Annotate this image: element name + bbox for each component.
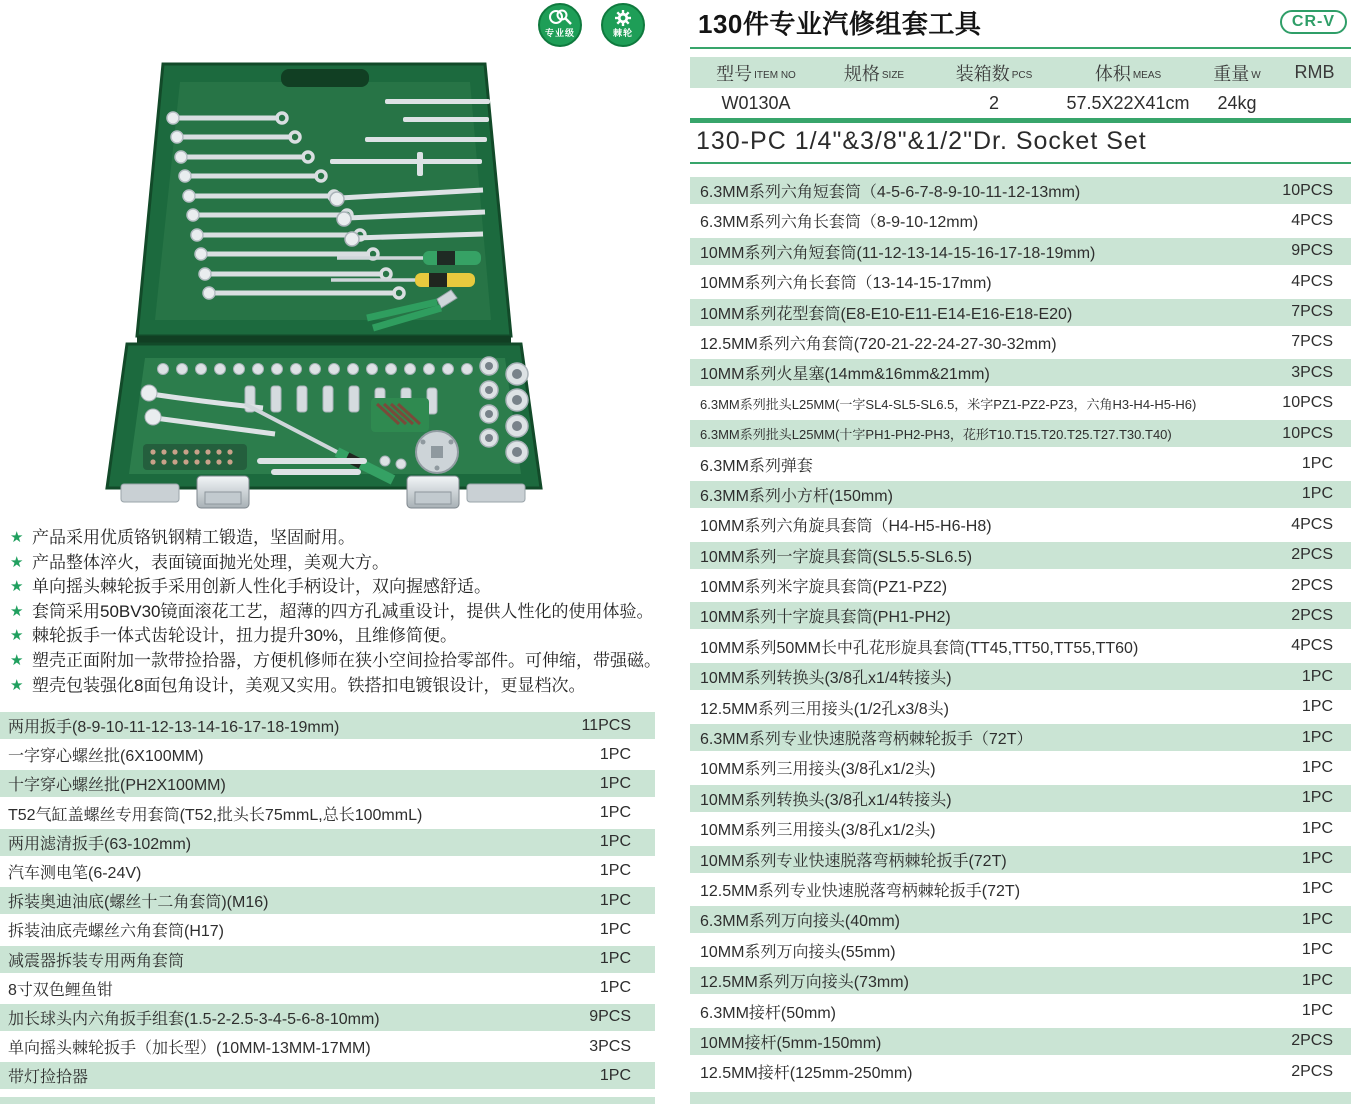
component-qty: 1PC	[599, 833, 631, 851]
component-qty: 4PCS	[1291, 515, 1333, 533]
table-row	[690, 329, 1351, 356]
table-row	[690, 511, 1351, 538]
feature-text: 产品整体淬火，表面镜面抛光处理，美观大方。	[32, 552, 389, 572]
feature-item	[8, 575, 663, 600]
component-name: 带灯捡拾器	[8, 1069, 89, 1087]
professional-grade-badge	[538, 3, 582, 47]
component-name: 12.5MM系列万向接头(73mm)	[700, 974, 909, 992]
spec-rmb	[1280, 88, 1351, 118]
ring-wrench-icon	[547, 8, 573, 28]
component-qty: 1PC	[599, 774, 631, 792]
table-row	[690, 815, 1351, 842]
component-name: T52气缸盖螺丝专用套筒(T52,批头长75mmL,总长100mmL)	[8, 806, 423, 824]
ratchet-badge	[601, 3, 645, 47]
table-row	[690, 481, 1351, 508]
component-name: 8寸双色鲤鱼钳	[8, 981, 113, 999]
star-icon	[10, 674, 32, 699]
table-row	[690, 967, 1351, 994]
component-qty: 4PCS	[1291, 272, 1333, 290]
right-components-table	[690, 177, 1351, 1089]
star-icon	[10, 551, 32, 576]
table-row	[0, 946, 655, 973]
feature-text: 套筒采用50BV30镜面滚花工艺，超薄的四方孔减重设计，提供人性化的使用体验。	[32, 601, 654, 621]
component-qty: 1PC	[1301, 941, 1333, 959]
component-name: 10MM系列六角短套筒(11-12-13-14-15-16-17-18-19mm)	[700, 244, 1096, 262]
component-qty: 1PC	[1301, 880, 1333, 898]
component-name: 两用滤清扳手(63-102mm)	[8, 835, 192, 853]
table-row	[690, 876, 1351, 903]
component-name: 加长球头内六角扳手组套(1.5-2-2.5-3-4-5-6-8-10mm)	[8, 1010, 380, 1028]
component-name: 两用扳手(8-9-10-11-12-13-14-16-17-18-19mm)	[8, 719, 340, 736]
spec-size	[822, 88, 926, 118]
spec-column-header	[822, 57, 926, 88]
feature-item	[8, 624, 663, 649]
table-row	[0, 858, 655, 885]
component-qty: 10PCS	[1282, 181, 1333, 199]
component-name: 10MM系列六角长套筒（13-14-15-17mm)	[700, 275, 992, 293]
component-qty: 1PC	[1301, 698, 1333, 716]
component-name: 6.3MM系列专业快速脱落弯柄棘轮扳手（72T）	[700, 731, 1033, 749]
star-icon	[10, 649, 32, 674]
table-row	[690, 238, 1351, 265]
table-row	[690, 299, 1351, 326]
spec-column-en: PCS	[1011, 70, 1033, 81]
component-qty: 1PC	[1301, 910, 1333, 928]
component-qty: 9PCS	[1291, 242, 1333, 260]
star-icon	[10, 526, 32, 551]
table-row	[690, 390, 1351, 417]
spec-pcs: 2	[988, 92, 999, 113]
component-name: 6.3MM系列小方杆(150mm)	[700, 487, 893, 505]
spec-column-header	[926, 57, 1062, 88]
component-name: 6.3MM系列弹套	[700, 457, 813, 475]
right-column	[690, 0, 1351, 1104]
feature-text: 塑壳正面附加一款带捡拾器，方便机修师在狭小空间捡拾零部件。可伸缩，带强磁。	[32, 650, 661, 670]
component-qty: 2PCS	[1291, 606, 1333, 624]
table-row	[690, 359, 1351, 386]
spec-column-cn: 规格	[843, 63, 880, 84]
component-name: 12.5MM系列六角套筒(720-21-22-24-27-30-32mm)	[700, 335, 1057, 353]
spec-column-cn: 体积	[1094, 63, 1131, 84]
page-title: 130件专业汽修组套工具	[698, 9, 982, 39]
component-name: 6.3MM系列批头L25MM(一字SL4-SL5-SL6.5，米字PZ1-PZ2-PZ3，六角H3-H4-H5-H6)	[700, 396, 1197, 412]
feature-item	[8, 649, 663, 674]
spec-table-values	[690, 88, 1351, 118]
table-row	[690, 906, 1351, 933]
spec-column-en: ITEM NO	[754, 70, 796, 81]
component-qty: 1PC	[1301, 819, 1333, 837]
gear-icon	[612, 8, 634, 28]
table-row	[690, 998, 1351, 1025]
component-name: 10MM系列十字旋具套筒(PH1-PH2)	[700, 609, 951, 627]
table-row	[690, 846, 1351, 873]
feature-text: 产品采用优质铬钒钢精工锻造，坚固耐用。	[32, 528, 355, 547]
component-name: 10MM系列米字旋具套筒(PZ1-PZ2)	[700, 579, 948, 597]
left-components-table	[0, 712, 655, 1091]
component-name: 10MM系列火星塞(14mm&16mm&21mm)	[700, 366, 990, 384]
component-qty: 3PCS	[1291, 363, 1333, 381]
table-row	[0, 916, 655, 943]
component-qty: 1PC	[1301, 758, 1333, 776]
spec-weight: 24kg	[1217, 92, 1257, 113]
spec-column-header	[1194, 57, 1280, 88]
feature-text: 塑壳包装强化8面包角设计，美观又实用。铁搭扣电镀银设计，更显档次。	[32, 675, 586, 695]
component-name: 10MM系列转换头(3/8孔x1/4转接头)	[700, 670, 952, 688]
component-name: 10MM系列花型套筒(E8-E10-E11-E14-E16-E18-E20)	[700, 305, 1073, 323]
spec-column-header	[1062, 57, 1194, 88]
spec-item-no: W0130A	[721, 92, 791, 113]
spec-meas: 57.5X22X41cm	[1066, 92, 1190, 113]
table-row	[690, 785, 1351, 812]
table-row	[0, 800, 655, 827]
component-qty: 4PCS	[1291, 211, 1333, 229]
component-name: 10MM系列转换头(3/8孔x1/4转接头)	[700, 791, 952, 809]
component-qty: 1PC	[599, 1066, 631, 1084]
spec-column-cn: 重量	[1213, 63, 1250, 84]
table-row	[0, 975, 655, 1002]
component-name: 一字穿心螺丝批(6X100MM)	[8, 748, 204, 766]
star-icon	[10, 575, 32, 600]
spec-column-en: SIZE	[881, 70, 905, 81]
component-qty: 11PCS	[581, 716, 631, 734]
table-row	[690, 633, 1351, 660]
spec-table-header	[690, 57, 1351, 88]
component-qty: 1PC	[1301, 850, 1333, 868]
table-row	[0, 1033, 655, 1060]
component-qty: 2PCS	[1291, 576, 1333, 594]
component-name: 10MM系列万向接头(55mm)	[700, 943, 896, 961]
component-qty: 1PC	[1301, 1002, 1333, 1020]
component-qty: 2PCS	[1291, 546, 1333, 564]
table-row	[690, 1028, 1351, 1055]
spec-column-header	[690, 57, 822, 88]
table-row	[0, 1004, 655, 1031]
component-qty: 1PC	[1301, 789, 1333, 807]
component-qty: 7PCS	[1291, 333, 1333, 351]
component-qty: 1PC	[599, 745, 631, 763]
component-name: 12.5MM系列三用接头(1/2孔x3/8头)	[700, 700, 949, 718]
table-row	[0, 712, 655, 739]
component-name: 十字穿心螺丝批(PH2X100MM)	[8, 777, 226, 795]
table-row	[690, 754, 1351, 781]
component-name: 单向摇头棘轮扳手（加长型）(10MM-13MM-17MM)	[8, 1040, 371, 1058]
component-name: 减震器拆装专用两角套筒	[8, 952, 185, 970]
component-qty: 1PC	[599, 862, 631, 880]
component-name: 12.5MM接杆(125mm-250mm)	[700, 1065, 913, 1083]
spec-column-en: MEAS	[1132, 70, 1162, 81]
tool-case-illustration	[85, 6, 563, 511]
table-row	[690, 663, 1351, 690]
feature-item	[8, 526, 663, 551]
component-qty: 4PCS	[1291, 637, 1333, 655]
feature-item	[8, 674, 663, 699]
component-qty: 1PC	[599, 979, 631, 997]
table-row	[0, 1062, 655, 1089]
star-icon	[10, 600, 32, 625]
component-qty: 9PCS	[589, 1008, 631, 1026]
component-qty: 2PCS	[1291, 1062, 1333, 1080]
table-row	[690, 268, 1351, 295]
table-row	[690, 724, 1351, 751]
star-icon	[10, 624, 32, 649]
component-qty: 1PC	[1301, 667, 1333, 685]
component-name: 10MM系列六角旋具套筒（H4-H5-H6-H8)	[700, 518, 992, 536]
component-name: 6.3MM系列批头L25MM(十字PH1-PH2-PH3，花形T10.T15.T20.T25.T27.T30.T40)	[700, 427, 1172, 443]
table-row	[690, 207, 1351, 234]
component-qty: 10PCS	[1282, 394, 1333, 412]
table-row	[0, 741, 655, 768]
component-name: 6.3MM系列万向接头(40mm)	[700, 913, 901, 931]
component-name: 12.5MM系列专业快速脱落弯柄棘轮扳手(72T)	[700, 882, 1021, 900]
badge-label: 棘轮	[612, 28, 633, 38]
component-qty: 10PCS	[1282, 424, 1333, 442]
left-table-footer-band	[0, 1097, 655, 1104]
component-name: 6.3MM系列六角短套筒（4-5-6-7-8-9-10-11-12-13mm)	[700, 184, 1081, 201]
component-name: 10MM系列50MM长中孔花形旋具套筒(TT45,TT50,TT55,TT60)	[700, 639, 1139, 657]
component-qty: 1PC	[1301, 485, 1333, 503]
table-row	[690, 694, 1351, 721]
component-name: 10MM系列三用接头(3/8孔x1/2头)	[700, 761, 936, 779]
divider	[690, 118, 1351, 123]
component-qty: 1PC	[1301, 455, 1333, 473]
feature-item	[8, 551, 663, 576]
component-name: 6.3MM系列六角长套筒（8-9-10-12mm)	[700, 214, 979, 232]
spec-column-cn: 装箱数	[955, 63, 1010, 84]
component-qty: 2PCS	[1291, 1032, 1333, 1050]
spec-column-en: W	[1251, 70, 1261, 81]
component-name: 拆装奥迪油底(螺丝十二角套筒)(M16)	[8, 894, 269, 912]
product-photo	[85, 6, 563, 511]
component-name: 10MM系列三用接头(3/8孔x1/2头)	[700, 822, 936, 840]
table-row	[690, 177, 1351, 204]
component-qty: 1PC	[599, 891, 631, 909]
component-qty: 7PCS	[1291, 303, 1333, 321]
table-row	[0, 887, 655, 914]
component-qty: 1PC	[1301, 971, 1333, 989]
table-row	[0, 770, 655, 797]
spec-column-cn: RMB	[1294, 62, 1335, 82]
table-row	[690, 937, 1351, 964]
component-qty: 1PC	[1301, 728, 1333, 746]
table-row	[0, 829, 655, 856]
spec-column-header	[1280, 57, 1351, 88]
feature-text: 单向摇头棘轮扳手采用创新人性化手柄设计，双向握感舒适。	[32, 577, 491, 597]
material-badge: CR-V	[1280, 10, 1347, 34]
component-name: 汽车测电笔(6-24V)	[8, 864, 142, 882]
feature-list	[8, 526, 663, 698]
table-row	[690, 420, 1351, 447]
component-name: 6.3MM接杆(50mm)	[700, 1004, 837, 1022]
set-subtitle: 130-PC 1/4"&3/8"&1/2"Dr. Socket Set	[696, 127, 1147, 155]
divider	[690, 47, 1351, 49]
component-qty: 1PC	[599, 804, 631, 822]
component-name: 10MM系列一字旋具套筒(SL5.5-SL6.5)	[700, 548, 973, 566]
table-row	[690, 542, 1351, 569]
feature-text: 棘轮扳手一体式齿轮设计，扭力提升30%，且维修简便。	[32, 626, 458, 646]
table-row	[690, 451, 1351, 478]
component-qty: 1PC	[599, 920, 631, 938]
component-name: 10MM系列专业快速脱落弯柄棘轮扳手(72T)	[700, 852, 1007, 870]
spec-column-cn: 型号	[716, 63, 753, 84]
table-row	[690, 572, 1351, 599]
component-name: 拆装油底壳螺丝六角套筒(H17)	[8, 923, 225, 941]
table-row	[690, 1058, 1351, 1085]
feature-item	[8, 600, 663, 625]
badge-label: 专业级	[544, 28, 575, 38]
component-name: 10MM接杆(5mm-150mm)	[700, 1034, 882, 1052]
table-row	[690, 602, 1351, 629]
right-table-footer-band	[690, 1092, 1351, 1104]
divider	[690, 162, 1351, 164]
component-qty: 3PCS	[589, 1037, 631, 1055]
component-qty: 1PC	[599, 950, 631, 967]
